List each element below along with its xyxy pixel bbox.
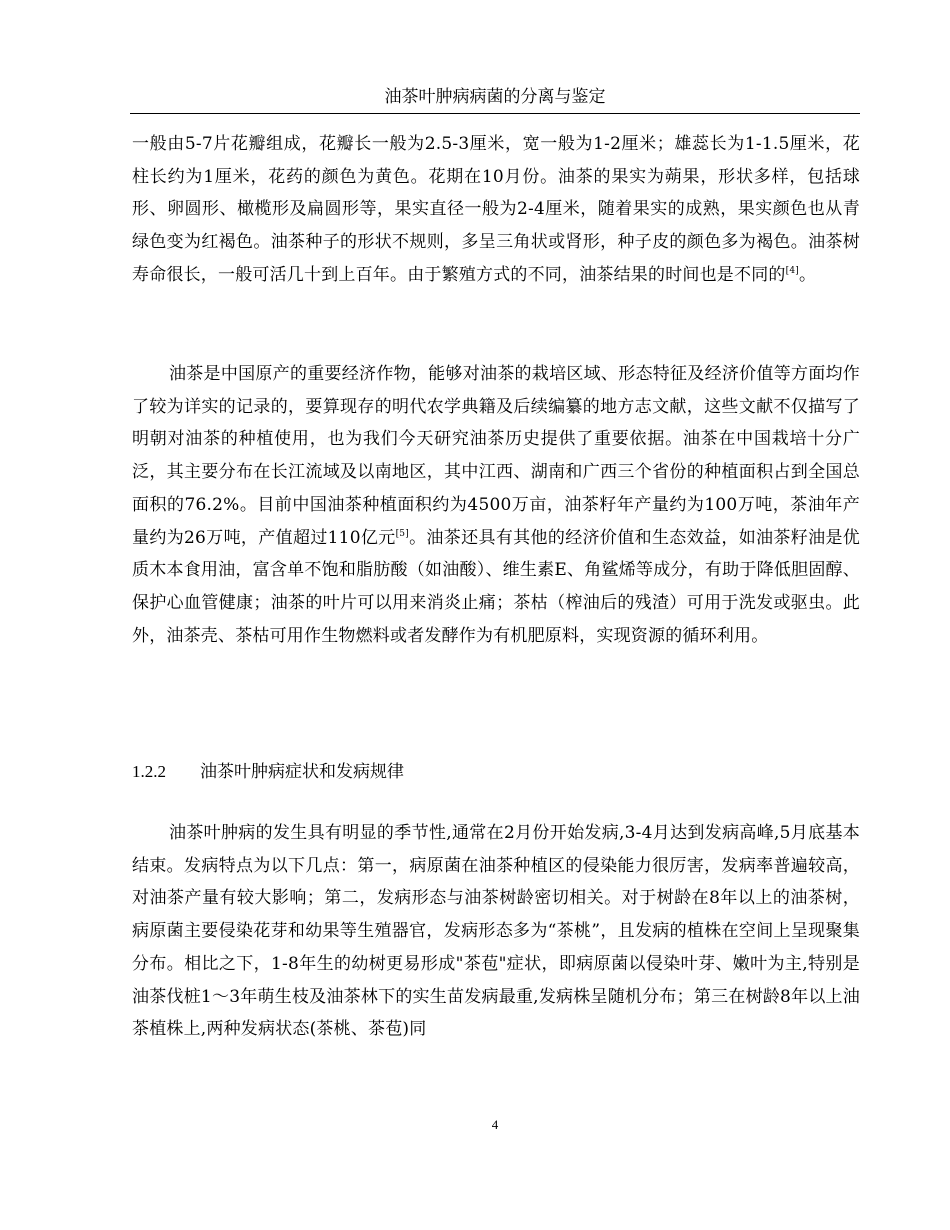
citation-ref: [5] xyxy=(395,528,409,539)
section-heading xyxy=(132,760,404,784)
paragraph-text-tail: 。油茶还具有其他的经济价值和生态效益，如油茶籽油是优质木本食用油，富含单不饱和脂肪酸（如油酸）、维生素E、角鲨烯等成分，有助于降低胆固醇、保护心血管健康；油茶的叶片可以用来消炎止痛；茶枯（榨油后的残渣）可用于洗发或驱虫。此外，油茶壳、茶枯可用作生物燃料或者发酵作为有机肥原料，实现资源的循环利用。 xyxy=(132,527,860,646)
paragraph-text: 一般由5-7片花瓣组成，花瓣长一般为2.5-3厘米，宽一般为1-2厘米；雄蕊长为1-1.5厘米，花柱长约为1厘米，花药的颜色为黄色。花期在10月份。油茶的果实为蒴果，形状多样，包括球形、卵圆形、橄榄形及扁圆形等，果实直径一般为2-4厘米，随着果实的成熟，果实颜色也从青绿色变为红褐色。油茶种子的形状不规则，多呈三角状或肾形，种子皮的颜色多为褐色。油茶树寿命很长，一般可活几十到上百年。由于繁殖方式的不同，油茶结果的时间也是不同的 xyxy=(132,134,860,285)
paragraph-text: 油茶是中国原产的重要经济作物，能够对油茶的栽培区域、形态特征及经济价值等方面均作了较为详实的记录的，要算现存的明代农学典籍及后续编纂的地方志文献，这些文献不仅描写了明朝对油茶的种植使用，也为我们今天研究油茶历史提供了重要依据。油茶在中国栽培十分广泛，其主要分布在长江流域及以南地区，其中江西、湖南和广西三个省份的种植面积占到全国总面积的76.2%。目前中国油茶种植面积约为4500万亩，油茶籽年产量约为100万吨，茶油年产量约为26万吨，产值超过110亿元 xyxy=(132,364,860,548)
header-divider xyxy=(130,113,860,114)
page-number: 4 xyxy=(491,1117,499,1132)
section-title: 油茶叶肿病症状和发病规律 xyxy=(200,762,404,782)
body-paragraph-1 xyxy=(132,128,860,292)
body-paragraph-2 xyxy=(132,358,860,652)
section-number: 1.2.2 xyxy=(132,762,166,781)
body-paragraph-3 xyxy=(132,817,860,1046)
citation-ref: [4] xyxy=(785,265,799,276)
paragraph-text: 油茶叶肿病的发生具有明显的季节性,通常在2月份开始发病,3-4月达到发病高峰,5月底基本结束。发病特点为以下几点：第一，病原菌在油茶种植区的侵染能力很厉害，发病率普遍较高，对油茶产量有较大影响；第二，发病形态与油茶树龄密切相关。对于树龄在8年以上的油茶树，病原菌主要侵染花芽和幼果等生殖器官，发病形态多为“茶桃”，且发病的植株在空间上呈现聚集分布。相比之下，1-8年生的幼树更易形成"茶苞"症状，即病原菌以侵染叶芽、嫩叶为主,特别是油茶伐桩1～3年萌生枝及油茶林下的实生苗发病最重,发病株呈随机分布；第三在树龄8年以上油茶植株上,两种发病状态(茶桃、茶苞)同 xyxy=(132,823,860,1040)
running-header-title: 油茶叶肿病病菌的分离与鉴定 xyxy=(384,87,606,107)
paragraph-text-tail: 。 xyxy=(798,264,817,285)
